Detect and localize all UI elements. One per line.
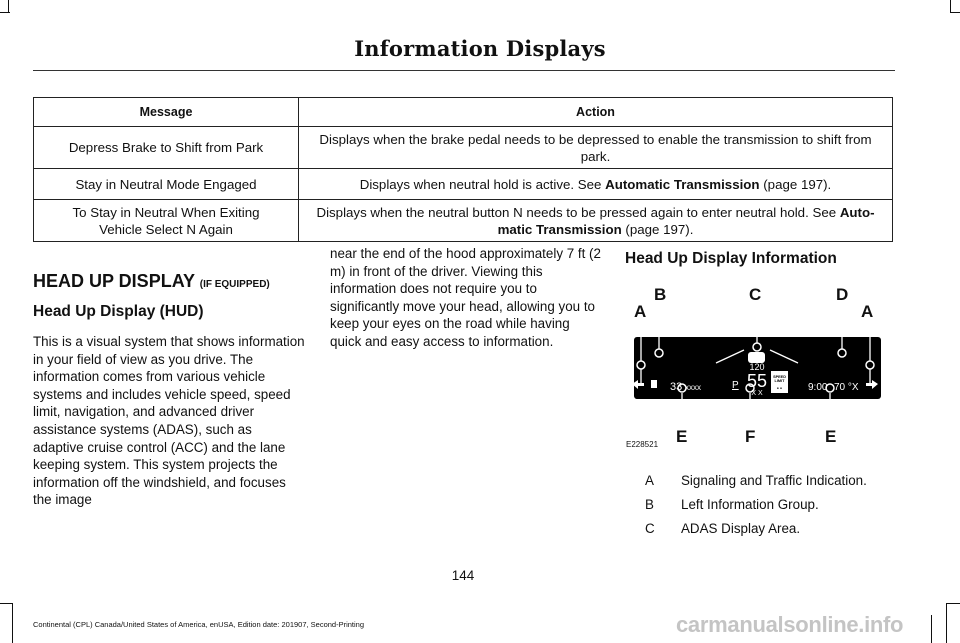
callout-dot [637, 361, 645, 369]
page-reference: (page 197). [759, 176, 832, 192]
callout-dot [838, 349, 846, 357]
callout-a-right: A [861, 302, 874, 321]
crop-mark [12, 603, 13, 643]
callout-dot [866, 361, 874, 369]
crop-mark [946, 603, 960, 604]
legend-key: C [645, 521, 655, 536]
lane-line [716, 350, 744, 363]
subsection-heading: Head Up Display (HUD) [33, 303, 204, 320]
action-text: Displays when the neutral button N needs to be pressed again to enter neutral hold. See [316, 204, 840, 220]
message-cell: Depress Brake to Shift from Park [34, 127, 299, 169]
table-row [34, 169, 893, 200]
column-header-message: Message [34, 98, 299, 127]
sign-value: • • [777, 386, 782, 392]
callout-e-left: E [676, 427, 688, 446]
crop-mark [0, 603, 12, 604]
left-info-suffix: xxxx [685, 383, 701, 392]
gear-indicator: P [732, 380, 739, 391]
legend-key: A [645, 473, 654, 488]
clock: 9:00 [808, 382, 828, 393]
left-turn-arrow-icon [632, 380, 644, 389]
callout-dot [655, 349, 663, 357]
message-cell: To Stay in Neutral When Exiting Vehicle Select N Again [34, 200, 299, 242]
table-row [34, 200, 893, 242]
legend-text: Left Information Group. [681, 497, 819, 512]
page-reference: (page 197). [621, 221, 694, 237]
callout-f: F [745, 427, 756, 446]
cross-reference: Automatic Transmission [605, 176, 760, 192]
crop-mark [931, 615, 932, 643]
vehicle-speed: 55 [746, 371, 768, 391]
cross-reference: Auto-matic Transmission [497, 204, 875, 237]
column-header-action: Action [299, 98, 893, 127]
section-heading: HEAD UP DISPLAY (IF EQUIPPED) [33, 271, 270, 291]
messages-table [33, 97, 893, 242]
callout-c: C [749, 285, 762, 304]
callout-a-left: A [634, 302, 647, 321]
table-row [34, 127, 893, 169]
fuel-pump-icon [651, 380, 657, 388]
hud-diagram [626, 280, 888, 452]
table-header-row [34, 98, 893, 127]
header-divider [33, 70, 895, 71]
crop-mark [950, 12, 960, 13]
crop-mark [946, 603, 947, 643]
legend-text: ADAS Display Area. [681, 521, 801, 536]
action-text: Displays when neutral hold is active. See [359, 176, 606, 192]
callout-e-right: E [825, 427, 837, 446]
crop-mark [0, 12, 10, 13]
speed-units: X X [751, 390, 763, 397]
body-paragraph: near the end of the hood approximately 7 ft (2 m) in front of the driver. Viewing this information does not require you to significantly move your head, allowing you to keep your eyes on the road while having quick and easy access to information. [330, 246, 601, 349]
lane-line [770, 350, 798, 363]
range-readout: 120 [749, 362, 765, 372]
footer-text: Continental (CPL) Canada/United States of America, enUSA, Edition date: 201907, Second-Printing [33, 620, 365, 629]
legend-key: B [645, 497, 654, 512]
watermark: carmanualsonline.info [676, 612, 904, 637]
figure-code: E228521 [626, 440, 659, 449]
sign-text: LIMIT [774, 379, 785, 383]
action-cell [299, 200, 893, 242]
figure-title: Head Up Display Information [625, 250, 837, 267]
callout-d: D [836, 285, 849, 304]
left-info-value: 33 [670, 381, 683, 393]
right-turn-arrow-icon [866, 380, 878, 389]
page-title: Information Displays [354, 36, 606, 61]
sign-text: SPEED [773, 375, 786, 379]
legend-text: Signaling and Traffic Indication. [681, 473, 867, 488]
body-paragraph: This is a visual system that shows information in your field of view as you drive. The information comes from various vehicle systems and includes vehicle speed, speed limit, navigation, and advanced driver assistance systems (ADAS), such as adaptive cruise control (ACC) and the lane keeping system. This system projects the information off the windshield, and focuses the image [33, 334, 305, 508]
page-number: 144 [451, 568, 475, 583]
hud-figure [626, 280, 888, 452]
message-cell: Stay in Neutral Mode Engaged [34, 169, 299, 200]
callout-b: B [654, 285, 667, 304]
action-cell: Displays when the brake pedal needs to be depressed to enable the transmission to shift from park. [299, 127, 893, 169]
action-cell [299, 169, 893, 200]
outside-temperature: 70 °X [834, 382, 859, 393]
section-heading-suffix: (IF EQUIPPED) [199, 279, 270, 290]
callout-dot [753, 343, 761, 351]
